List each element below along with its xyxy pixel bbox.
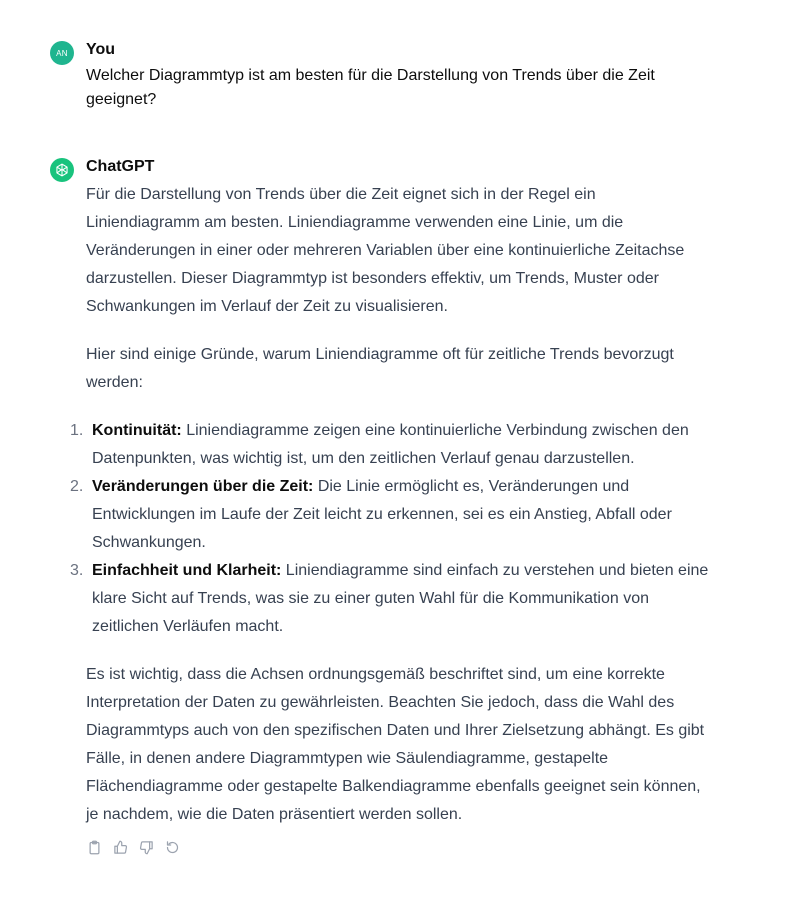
chatgpt-logo-icon — [50, 158, 74, 182]
thumbs-up-button[interactable] — [112, 839, 128, 855]
list-item-term: Kontinuität: — [92, 422, 182, 439]
list-item-number: 2. — [70, 478, 84, 495]
assistant-conclusion-paragraph: Es ist wichtig, dass die Achsen ordnungsgemäß beschriftet sind, um eine korrekte Interpretation der Daten zu gewährleisten. Beachten Sie jedoch, dass die Wahl des Diagrammtyps auch von den spezifischen Daten und Ihrer Zielsetzung abhängt. Es gibt Fälle, in denen andere Diagrammtypen wie Säulendiagramme, gestapelte Flächendiagramme oder gestapelte Balkendiagramme ebenfalls geeignet sein können, je nachdem, wie die Daten präsentiert werden sollen. — [86, 666, 705, 823]
regenerate-icon — [165, 840, 180, 855]
reasons-intro-paragraph: Hier sind einige Gründe, warum Liniendiagramme oft für zeitliche Trends bevorzugt werden: — [86, 346, 674, 391]
thumbs-up-icon — [113, 840, 128, 855]
message-actions — [86, 839, 710, 855]
list-item — [70, 557, 710, 641]
list-item-term: Einfachheit und Klarheit: — [92, 562, 282, 579]
list-item-text: Die Linie ermöglicht es, Veränderungen und Entwicklungen im Laufe der Zeit leicht zu erkennen, sei es ein Anstieg, Abfall oder Schwankungen. — [92, 478, 672, 551]
list-item — [70, 417, 710, 473]
list-item-number: 1. — [70, 422, 84, 439]
reasons-list — [70, 417, 710, 641]
assistant-author-name: ChatGPT — [86, 158, 155, 175]
user-author-name: You — [86, 41, 116, 58]
list-item — [70, 473, 710, 557]
copy-button[interactable] — [86, 839, 102, 855]
user-message — [50, 40, 710, 112]
user-avatar-initials: AN — [56, 48, 68, 58]
list-item-text: Liniendiagramme zeigen eine kontinuierliche Verbindung zwischen den Datenpunkten, was wichtig ist, um den zeitlichen Verlauf genau darzustellen. — [92, 422, 689, 467]
user-message-text: Welcher Diagrammtyp ist am besten für die Darstellung von Trends über die Zeit geeignet? — [86, 67, 655, 108]
list-item-term: Veränderungen über die Zeit: — [92, 478, 314, 495]
assistant-message-content — [70, 157, 710, 855]
list-item-number: 3. — [70, 562, 84, 579]
assistant-message — [50, 157, 710, 855]
user-message-content — [86, 40, 710, 112]
regenerate-button[interactable] — [164, 839, 180, 855]
list-item-text: Liniendiagramme sind einfach zu verstehen und bieten eine klare Sicht auf Trends, was sie zu einer guten Wahl für die Kommunikation von zeitlichen Verläufen macht. — [92, 562, 709, 635]
assistant-intro-paragraph: Für die Darstellung von Trends über die Zeit eignet sich in der Regel ein Liniendiagramm am besten. Liniendiagramme verwenden eine Linie, um die Veränderungen in einer oder mehreren Variablen über eine kontinuierliche Zeitachse darzustellen. Dieser Diagrammtyp ist besonders effektiv, um Trends, Muster oder Schwankungen im Verlauf der Zeit zu visualisieren. — [86, 186, 685, 315]
thumbs-down-button[interactable] — [138, 839, 154, 855]
clipboard-icon — [87, 840, 102, 855]
thumbs-down-icon — [139, 840, 154, 855]
user-avatar — [50, 41, 74, 65]
